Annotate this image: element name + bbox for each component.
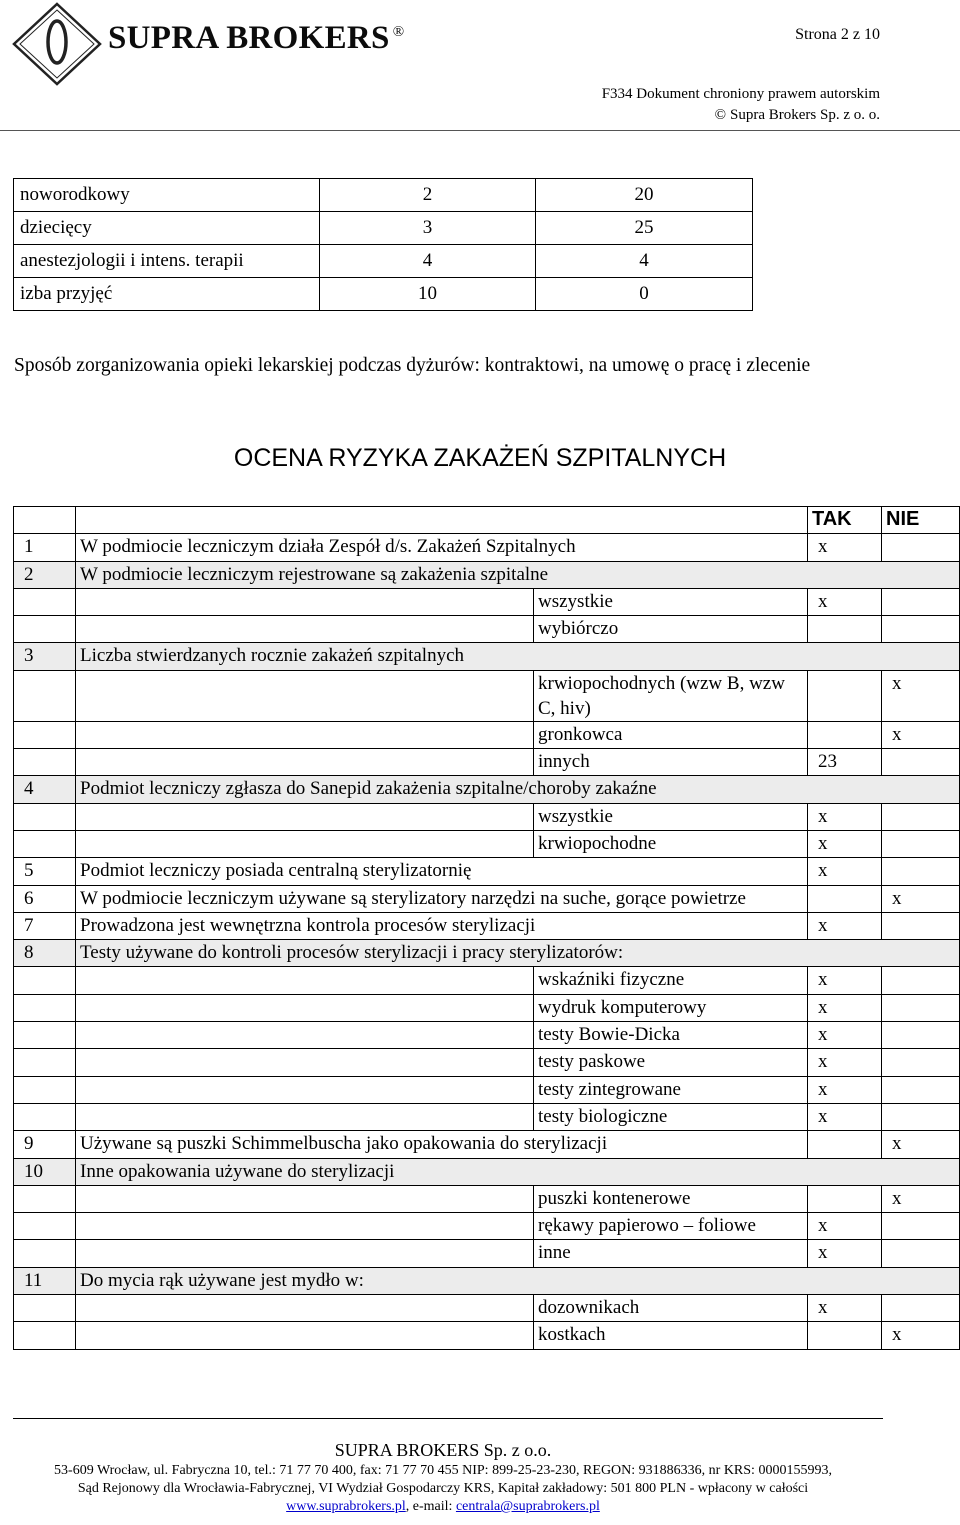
sub-option-row [14,1022,960,1049]
indent-blank [14,967,76,994]
indent-blank [76,1076,534,1103]
answer-no: x [882,670,960,721]
sub-option-row [14,1076,960,1103]
indent-blank [14,1240,76,1267]
question-number: 1 [14,534,76,561]
indent-blank [76,1213,534,1240]
sub-option-label: testy zintegrowane [534,1076,808,1103]
col-header-yes: TAK [808,507,882,534]
indent-blank [76,616,534,643]
indent-blank [14,588,76,615]
indent-blank [14,803,76,830]
question-number: 7 [14,912,76,939]
answer-no [882,858,960,885]
question-row [14,912,960,939]
indent-blank [14,1022,76,1049]
copyright-line: © Supra Brokers Sp. z o. o. [714,107,880,123]
answer-yes [808,1131,882,1158]
question-number: 8 [14,940,76,967]
question-number: 2 [14,561,76,588]
answer-no [882,912,960,939]
answer-yes: x [808,1076,882,1103]
question-number: 11 [14,1267,76,1294]
indent-blank [76,994,534,1021]
indent-blank [76,670,534,721]
sub-option-label: wskaźniki fizyczne [534,967,808,994]
sub-option-label: puszki kontenerowe [534,1185,808,1212]
sub-option-label: testy biologiczne [534,1103,808,1130]
page-number: Strona 2 z 10 [795,26,880,43]
indent-blank [76,830,534,857]
question-text: Prowadzona jest wewnętrzna kontrola procesów sterylizacji [76,912,808,939]
ward-row [14,245,753,278]
ward-value-a: 4 [320,245,536,278]
wards-table [13,178,753,311]
sub-option-row [14,1295,960,1322]
answer-no: x [882,721,960,748]
ward-name: noworodkowy [14,179,320,212]
answer-no [882,1049,960,1076]
col-header-no: NIE [882,507,960,534]
sub-option-row [14,967,960,994]
answer-yes: x [808,830,882,857]
answer-no [882,1103,960,1130]
ward-name: anestezjologii i intens. terapii [14,245,320,278]
answer-no [882,588,960,615]
footer-address: 53-609 Wrocław, ul. Fabryczna 10, tel.: 71 77 70 400, fax: 71 77 70 455 NIP: 899-25-23-230, REGON: 931886336, nr KRS: 0000155993, [54,1463,832,1478]
answer-yes: x [808,1103,882,1130]
indent-blank [14,749,76,776]
answer-no [882,967,960,994]
indent-blank [14,994,76,1021]
sub-option-row [14,1240,960,1267]
indent-blank [14,830,76,857]
indent-blank [14,1213,76,1240]
table-header-row [14,507,960,534]
question-text: Liczba stwierdzanych rocznie zakażeń szpitalnych [76,643,960,670]
indent-blank [76,749,534,776]
sub-option-row [14,803,960,830]
answer-no: x [882,1131,960,1158]
answer-no [882,1022,960,1049]
answer-no: x [882,1322,960,1349]
question-number: 5 [14,858,76,885]
answer-yes: x [808,967,882,994]
answer-yes: 23 [808,749,882,776]
section-title: OCENA RYZYKA ZAKAŻEŃ SZPITALNYCH [233,444,727,472]
question-row [14,534,960,561]
sub-option-label: krwiopochodne [534,830,808,857]
sub-option-row [14,749,960,776]
footer-court: Sąd Rejonowy dla Wrocławia-Fabrycznej, VI Wydział Gospodarczy KRS, Kapitał zakładowy: 501 800 PLN - wpłacony w całości [77,1481,809,1496]
answer-no [882,616,960,643]
ward-name: dziecięcy [14,212,320,245]
footer-company: SUPRA BROKERS Sp. z o.o. [334,1440,552,1460]
sub-option-label: inne [534,1240,808,1267]
question-text: Podmiot leczniczy posiada centralną sterylizatornię [76,858,808,885]
question-number: 10 [14,1158,76,1185]
sub-option-label: wszystkie [534,588,808,615]
answer-yes [808,1185,882,1212]
indent-blank [76,803,534,830]
indent-blank [76,1295,534,1322]
answer-yes: x [808,858,882,885]
question-number: 3 [14,643,76,670]
answer-yes: x [808,803,882,830]
ward-value-a: 2 [320,179,536,212]
sub-option-label: wybiórczo [534,616,808,643]
sub-option-row [14,830,960,857]
sub-option-row [14,1213,960,1240]
indent-blank [76,1322,534,1349]
sub-option-row [14,670,960,721]
sub-option-row [14,1185,960,1212]
document-code: F334 Dokument chroniony prawem autorskim [601,86,880,102]
indent-blank [76,721,534,748]
question-text: Inne opakowania używane do sterylizacji [76,1158,960,1185]
page-footer [0,1440,886,1515]
sub-option-label: rękawy papierowo – foliowe [534,1213,808,1240]
question-row [14,561,960,588]
answer-yes: x [808,1213,882,1240]
sub-option-row [14,721,960,748]
ward-value-b: 25 [536,212,753,245]
indent-blank [14,1076,76,1103]
answer-yes: x [808,994,882,1021]
answer-yes: x [808,1240,882,1267]
answer-no: x [882,1185,960,1212]
indent-blank [14,1295,76,1322]
question-text: W podmiocie leczniczym używane są sterylizatory narzędzi na suche, gorące powietrze [76,885,808,912]
indent-blank [76,1185,534,1212]
question-row [14,1158,960,1185]
answer-yes [808,885,882,912]
question-number: 6 [14,885,76,912]
sub-option-label: dozownikach [534,1295,808,1322]
indent-blank [14,1103,76,1130]
question-row [14,776,960,803]
sub-option-label: gronkowca [534,721,808,748]
header-blank-question [76,507,808,534]
answer-yes [808,670,882,721]
infection-risk-table [13,506,960,1350]
indent-blank [76,1103,534,1130]
answer-yes: x [808,534,882,561]
indent-blank [14,1049,76,1076]
sub-option-row [14,1049,960,1076]
indent-blank [76,588,534,615]
ward-value-a: 10 [320,278,536,311]
indent-blank [14,721,76,748]
question-number: 9 [14,1131,76,1158]
answer-yes: x [808,1295,882,1322]
indent-blank [14,670,76,721]
question-row [14,1131,960,1158]
indent-blank [76,1049,534,1076]
ward-value-b: 0 [536,278,753,311]
answer-yes: x [808,1022,882,1049]
sub-option-label: testy paskowe [534,1049,808,1076]
indent-blank [76,967,534,994]
website-link[interactable]: www.suprabrokers.pl [286,1499,406,1514]
question-text: Podmiot leczniczy zgłasza do Sanepid zakażenia szpitalne/choroby zakaźne [76,776,960,803]
sub-option-label: innych [534,749,808,776]
question-text: W podmiocie leczniczym działa Zespół d/s. Zakażeń Szpitalnych [76,534,808,561]
answer-no [882,1213,960,1240]
question-row [14,885,960,912]
ward-value-b: 20 [536,179,753,212]
sub-option-row [14,1103,960,1130]
footer-divider [13,1418,883,1419]
footer-contact: www.suprabrokers.pl, e-mail: centrala@suprabrokers.pl [286,1499,600,1514]
answer-yes [808,1322,882,1349]
company-logo [12,2,102,86]
question-text: W podmiocie leczniczym rejestrowane są zakażenia szpitalne [76,561,960,588]
sub-option-label: kostkach [534,1322,808,1349]
logo-diamond-icon [12,2,102,86]
ward-value-a: 3 [320,212,536,245]
sub-option-row [14,616,960,643]
sub-option-row [14,994,960,1021]
sub-option-label: testy Bowie-Dicka [534,1022,808,1049]
sub-option-label: wydruk komputerowy [534,994,808,1021]
organization-paragraph: Sposób zorganizowania opieki lekarskiej podczas dyżurów: kontraktowi, na umowę o pracę i zlecenie [14,355,811,376]
question-row [14,1267,960,1294]
answer-yes: x [808,588,882,615]
question-row [14,858,960,885]
answer-no: x [882,885,960,912]
answer-no [882,994,960,1021]
answer-no [882,749,960,776]
question-row [14,643,960,670]
answer-yes [808,616,882,643]
indent-blank [14,1185,76,1212]
question-text: Testy używane do kontroli procesów sterylizacji i pracy sterylizatorów: [76,940,960,967]
ward-value-b: 4 [536,245,753,278]
indent-blank [14,1322,76,1349]
brand-name: SUPRA BROKERS ® [108,20,405,56]
answer-yes: x [808,912,882,939]
answer-yes [808,721,882,748]
answer-no [882,534,960,561]
answer-no [882,1240,960,1267]
email-link[interactable]: centrala@suprabrokers.pl [455,1499,600,1514]
question-row [14,940,960,967]
sub-option-label: wszystkie [534,803,808,830]
ward-name: izba przyjęć [14,278,320,311]
answer-no [882,1295,960,1322]
header-blank-num [14,507,76,534]
ward-row [14,179,753,212]
ward-row [14,278,753,311]
ward-row [14,212,753,245]
answer-no [882,830,960,857]
sub-option-label: krwiopochodnych (wzw B, wzw C, hiv) [534,670,808,721]
question-text: Do mycia rąk używane jest mydło w: [76,1267,960,1294]
answer-yes: x [808,1049,882,1076]
sub-option-row [14,1322,960,1349]
indent-blank [76,1240,534,1267]
question-text: Używane są puszki Schimmelbuscha jako opakowania do sterylizacji [76,1131,808,1158]
answer-no [882,803,960,830]
header-divider [0,130,960,131]
indent-blank [14,616,76,643]
sub-option-row [14,588,960,615]
indent-blank [76,1022,534,1049]
answer-no [882,1076,960,1103]
question-number: 4 [14,776,76,803]
